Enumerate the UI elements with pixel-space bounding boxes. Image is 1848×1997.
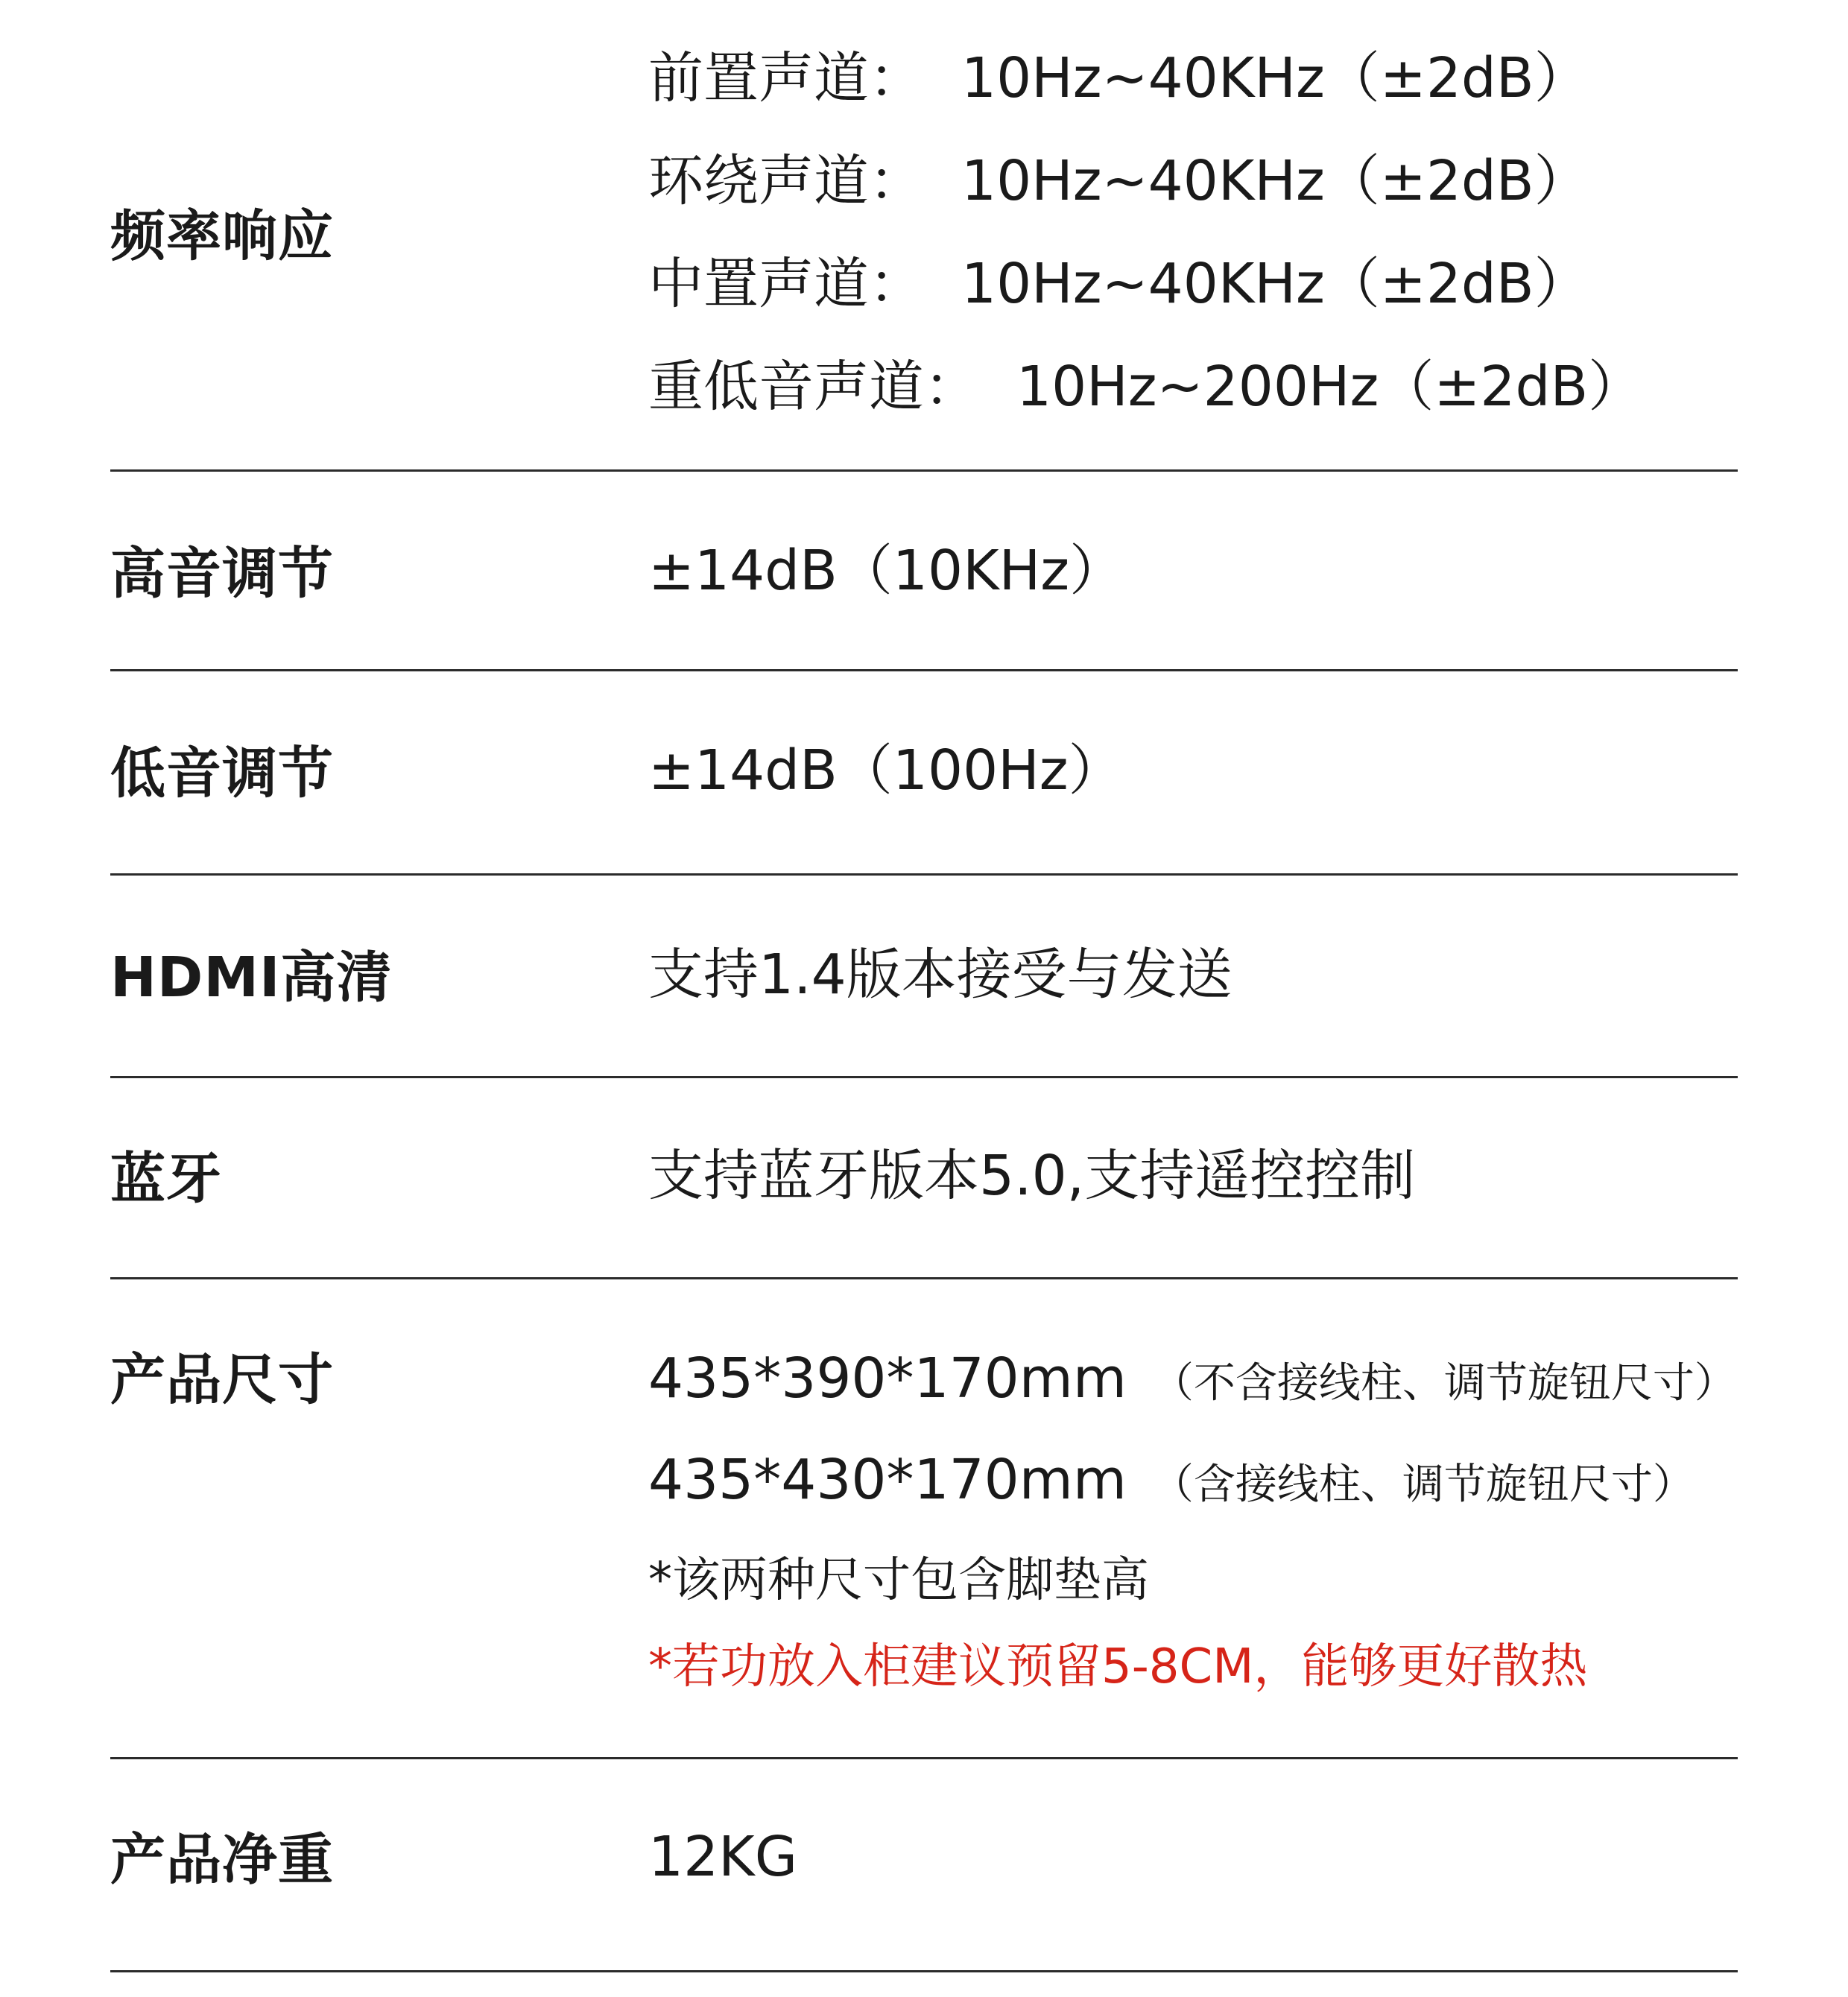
channel-name: 重低音声道：	[648, 355, 979, 419]
channel-name: 中置声道：	[648, 252, 924, 316]
dimension-size: 435*390*170mm	[648, 1346, 1127, 1411]
dimension-line	[648, 1448, 1694, 1512]
spec-value: 支持1.4版本接受与发送	[648, 943, 1232, 1007]
cabinet-warning: *若功放入柜建议预留5-8CM，能够更好散热	[648, 1639, 1588, 1694]
dimension-line	[648, 1346, 1736, 1411]
spec-row-net-weight	[110, 1759, 1738, 1968]
channel-name: 前置声道：	[648, 46, 924, 110]
frequency-range: 10Hz~40KHz（±2dB）	[961, 149, 1589, 213]
frequency-range: 10Hz~200Hz（±2dB）	[1016, 355, 1644, 419]
spec-label: 产品尺寸	[110, 1348, 334, 1412]
channel-name: 环绕声道：	[648, 149, 924, 213]
spec-row-hdmi	[110, 876, 1738, 1077]
spec-label: HDMI高清	[110, 946, 393, 1010]
dimension-footnote: *该两种尺寸包含脚垫高	[648, 1553, 1149, 1608]
spec-label: 高音调节	[110, 542, 334, 606]
spec-value: ±14dB（100Hz）	[648, 738, 1124, 803]
frequency-line-surround	[648, 149, 1589, 213]
frequency-line-front	[648, 46, 1589, 110]
frequency-line-center	[648, 252, 1589, 316]
spec-value: 支持蓝牙版本5.0,支持遥控控制	[648, 1144, 1416, 1208]
dimension-note: （含接线柱、调节旋钮尺寸）	[1151, 1460, 1694, 1509]
frequency-range: 10Hz~40KHz（±2dB）	[961, 252, 1589, 316]
spec-row-dimensions	[110, 1279, 1738, 1758]
spec-value: ±14dB（10KHz）	[648, 539, 1125, 603]
dimension-note: （不含接线柱、调节旋钮尺寸）	[1151, 1359, 1736, 1408]
spec-label: 蓝牙	[110, 1147, 222, 1211]
spec-label: 频率响应	[110, 204, 334, 268]
spec-row-bass	[110, 671, 1738, 873]
spec-label: 低音调节	[110, 741, 334, 806]
spec-row-bluetooth	[110, 1078, 1738, 1278]
spec-row-treble	[110, 472, 1738, 671]
spec-row-frequency-response	[110, 0, 1738, 469]
spec-label: 产品净重	[110, 1828, 334, 1892]
spec-value: 12KG	[648, 1825, 798, 1889]
frequency-range: 10Hz~40KHz（±2dB）	[961, 46, 1589, 110]
frequency-line-subwoofer	[648, 355, 1644, 419]
dimension-size: 435*430*170mm	[648, 1448, 1127, 1512]
row-divider	[110, 1970, 1738, 1972]
